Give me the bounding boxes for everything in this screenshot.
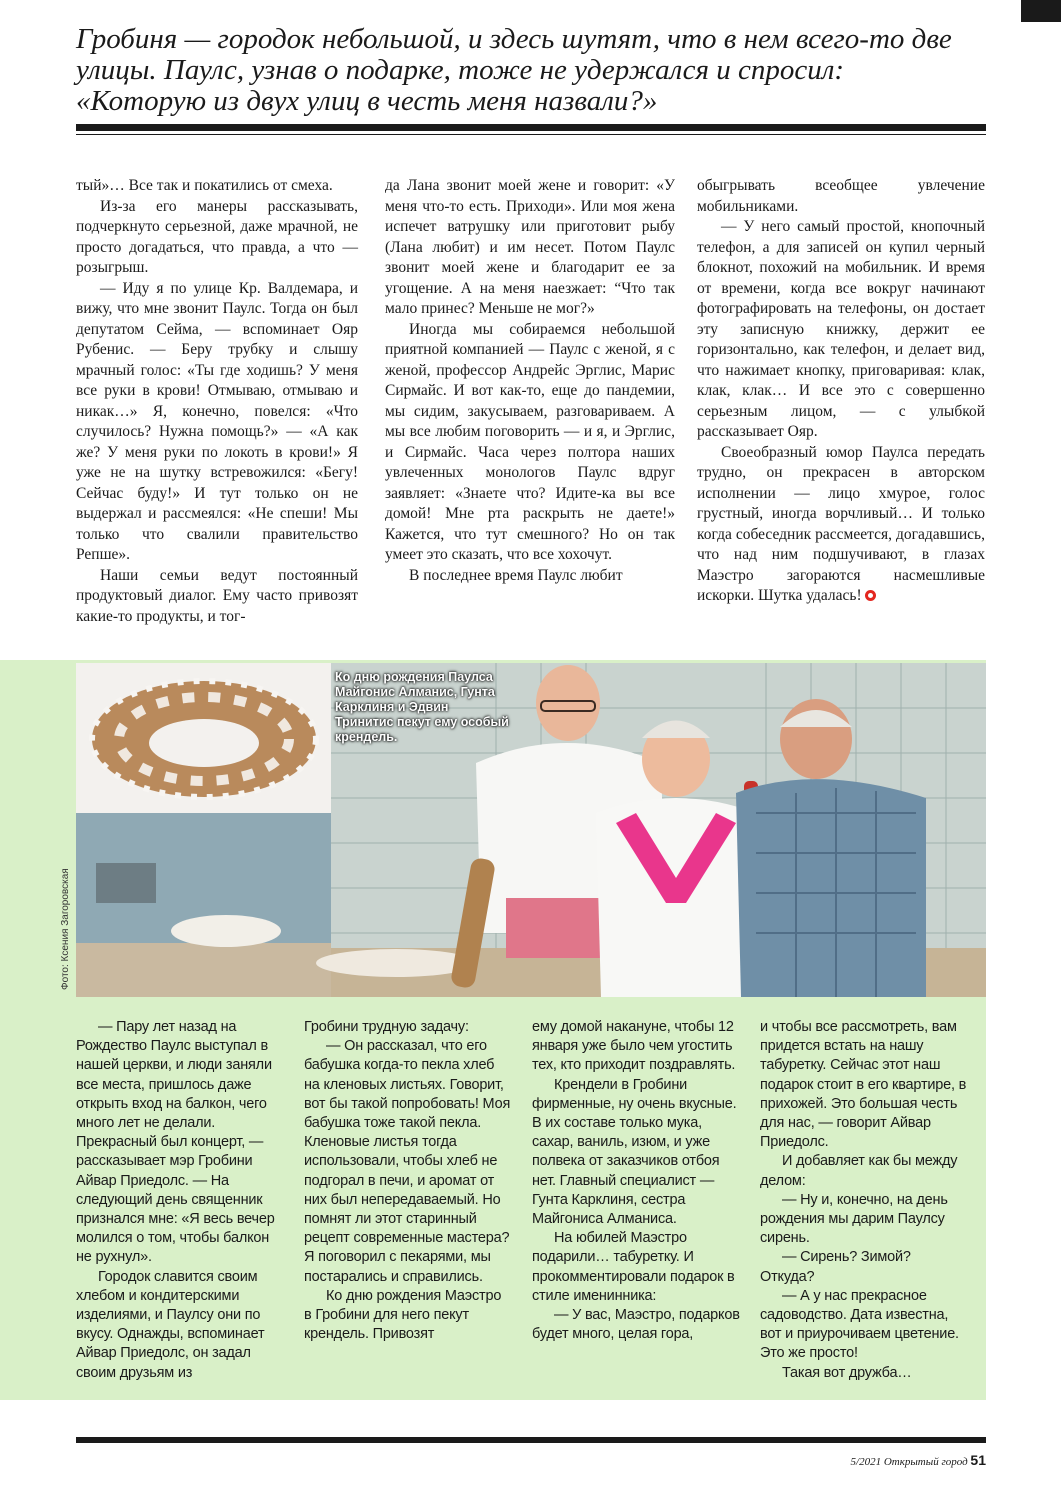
paragraph: Крендели в Гробини фирменные, ну очень вкусные. В их составе только мука, сахар, ваниль, изюм, и уже полвека от заказчиков отбоя нет. Главный специалист — Гунта Карклиня, сестра Майгониса Алманиса. <box>532 1076 737 1228</box>
paragraph: обыгрывать всеобщее увлечение мобильниками. <box>697 177 985 215</box>
pull-quote: Гробиня — городок небольшой, и здесь шутят, что в нем всего-то две улицы. Паулс, узнав о подарке, тоже не удержался и спросил: «Которую из двух улиц в честь меня назвали?» <box>76 23 952 117</box>
magazine-name: Открытый город <box>883 1456 968 1468</box>
paragraph <box>697 443 985 607</box>
paragraph: Ко дню рождения Маэстро в Гробини для него пекут крендель. Привозят <box>304 1287 502 1343</box>
paragraph: — Ну и, конечно, на день рождения мы дарим Паулсу сирень. <box>760 1191 948 1247</box>
header-rule <box>76 124 986 131</box>
paragraph: и чтобы все рассмотреть, вам придется встать на нашу табуретку. Сейчас этот наш подарок стоит в его квартире, в прихожей. Это большая честь для нас, — говорит Айвар Приедолс. <box>760 1019 967 1151</box>
page-footer <box>851 1452 986 1468</box>
corner-tab <box>1021 0 1061 22</box>
end-of-article-icon <box>865 590 876 601</box>
paragraph: Гробини трудную задачу: <box>304 1019 469 1035</box>
paragraph: тый»… Все так и покатились от смеха. <box>76 177 333 194</box>
paragraph: — У вас, Маэстро, подарков будет много, целая гора, <box>532 1307 740 1343</box>
paragraph: — Он рассказал, что его бабушка когда-то пекла хлеб на кленовых листьях. Говорит, вот бы такой попробовать! Моя бабушка тоже такой пекла. Кленовые листья тогда использовали, чтобы хлеб не подгорал в печи, и аромат от них был непередаваемый. Но помнят ли этот старинный рецепт современные мастера? Я поговорил с пекарями, мы постарались и справились. <box>304 1038 511 1285</box>
article-column-1 <box>76 176 358 627</box>
page-number: 51 <box>970 1452 986 1468</box>
photo-bakers <box>76 663 986 997</box>
paragraph: да Лана звонит моей жене и говорит: «У меня что-то есть. Приходи». Или моя жена испечет ватрушку или приготовит рыбу (Лана любит) и им несет. Потом Паулс звонит моей жене и благодарит ее за угощение. А на меня наезжает: “Что так мало принес? Меньше не мог?» <box>385 177 675 317</box>
article-column-2 <box>385 176 675 586</box>
paragraph: Такая вот дружба… <box>782 1364 912 1381</box>
paragraph: Городок славится своим хлебом и кондитерскими изделиями, и Паулсу они по вкусу. Однажды, вспоминает Айвар Приедолс, он задал своим друзьям из <box>76 1268 265 1381</box>
photo-credit: Фото: Ксения Загоровская <box>60 868 71 990</box>
paragraph: — У него самый простой, кнопочный телефон, а для записей он купил черный блокнот, похожий на мобильник. И время от времени, когда все вокруг начинают фотографировать на телефоны, он достает эту записную книжку, держит ее горизонтально, как телефон, и делает вид, что нажимает кнопку, приговаривая: клак, клак, клак… И все это с совершенно серьезным лицом, — с улыбкой рассказывает Ояр. <box>697 218 985 440</box>
paragraph: Наши семьи ведут постоянный продуктовый диалог. Ему часто привозят какие-то продукты, и тог- <box>76 566 358 625</box>
paragraph: ему домой накануне, чтобы 12 января уже было чем угостить тех, кто приходит поздравлять. <box>532 1019 736 1074</box>
paragraph: В последнее время Паулс любит <box>409 566 623 584</box>
issue-number: 5/2021 <box>850 1456 882 1468</box>
paragraph: И добавляет как бы между делом: <box>760 1153 958 1189</box>
paragraph: Иногда мы собираемся небольшой приятной компанией — Паулс с женой, я с женой, профессор Андрейс Эрглис, Марис Сирмайс. И вот как-то, еще до пандемии, мы сидим, закусываем, разговариваем. А мы все любим поговорить — и я, и Эрглис, и Сирмайс. Часа через полтора наших увлеченных монологов Паулс вдруг заявляет: «Знаете что? Идите-ка вы все домой! Мне рта раскрыть не даете!» Кажется, что тут смешного? Но он так умеет это сказать, что все хохочут. <box>385 320 675 563</box>
paragraph-text: Своеобразный юмор Паулса передать трудно, он прекрасен в авторском исполнении — лицо хмурое, голос грустный, иногда ворчливый… И только когда собеседник рассмеется, догадавшись, что над ним подшучивают, в глазах Маэстро загораются насмешливые искорки. Шутка удалась! <box>697 443 985 604</box>
sidebar-column-4 <box>760 1018 968 1383</box>
paragraph: — Пару лет назад на Рождество Паулс выступал в нашей церкви, и люди заняли все места, пришлось даже открыть вход на балкон, чего много лет не делали. Прекрасный был концерт, — рассказывает мэр Гробини Айвар Приедолс. — На следующий день священник признался мне: «Я весь вечер молился о том, чтобы балкон не рухнул». <box>76 1019 275 1266</box>
article-column-3 <box>697 176 985 607</box>
paragraph: — Иду я по улице Кр. Валдемара, и вижу, что мне звонит Паулс. Тогда он был депутатом Сейма, — вспоминает Ояр Рубенис. — Беру трубку и слышу мрачный голос: «Ты где ходишь? У меня все руки в крови! Отмываю, отмываю и никак…» Я, конечно, повелся: «Что случилось? Нужна помощь?» — «А как же? У меня руки по локоть в крови!» Я уже не на шутку встревожился: «Бегу! Сейчас буду!» И тут только он не выдержал и рассмеялся: «Не спеши! Мы только что свалили правительство Репше». <box>76 279 358 563</box>
sidebar-column-1 <box>76 1018 284 1383</box>
paragraph: — А у нас прекрасное садоводство. Дата известна, вот и приурочиваем цветение. Это же просто! <box>760 1287 959 1362</box>
sidebar-column-3 <box>532 1018 740 1344</box>
sidebar-column-2 <box>304 1018 512 1344</box>
paragraph: — Сирень? Зимой? Откуда? <box>760 1249 911 1285</box>
photo-caption: Ко дню рождения Паулса Майгонис Алманис, Гунта Карклиня и Эдвин Тринитис пекут ему особый крендель. <box>335 670 509 744</box>
footer-rule <box>76 1437 986 1443</box>
header-rule-thin <box>76 134 986 135</box>
paragraph: На юбилей Маэстро подарили… табуретку. И прокомментировали подарок в стиле именинника: <box>532 1230 735 1304</box>
paragraph: Из-за его манеры рассказывать, подчеркнуто серьезной, даже мрачной, не просто догадаться, что правда, а что — розыгрыш. <box>76 197 358 276</box>
